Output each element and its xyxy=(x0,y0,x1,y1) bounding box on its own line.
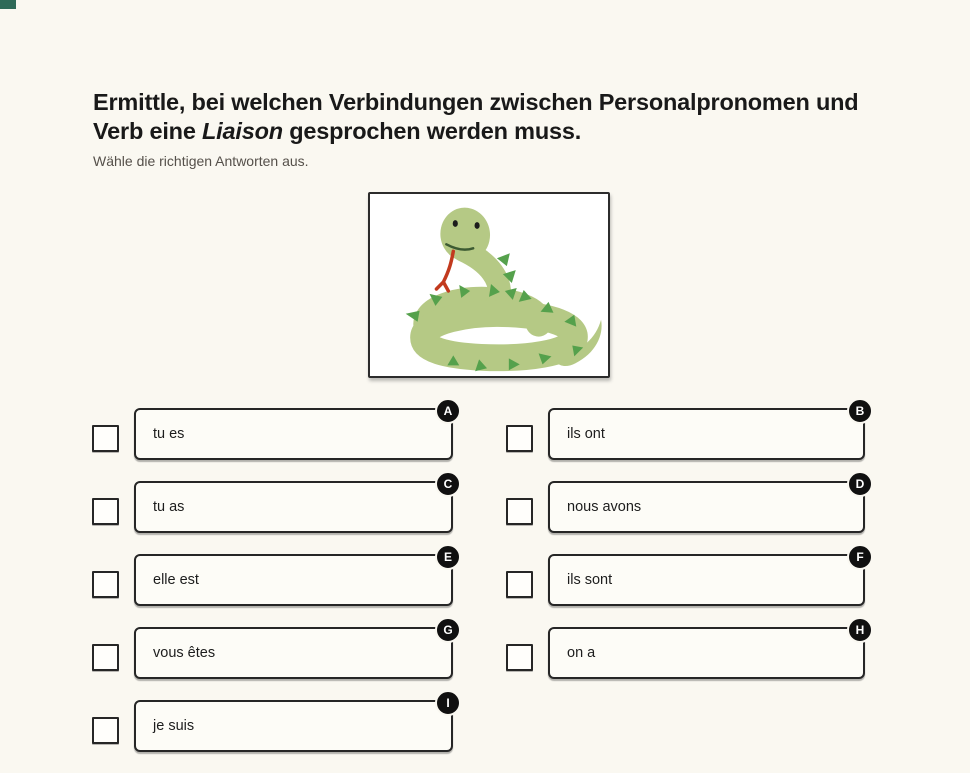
title-italic-term: Liaison xyxy=(202,118,283,144)
option-row xyxy=(92,477,472,535)
option-letter-badge: C xyxy=(435,471,461,497)
option-letter-badge: B xyxy=(847,398,873,424)
option-letter-badge: D xyxy=(847,471,873,497)
option-letter-badge: G xyxy=(435,617,461,643)
option-checkbox-e[interactable] xyxy=(92,571,119,598)
option-row xyxy=(92,404,472,462)
option-box-a[interactable] xyxy=(134,404,453,460)
option-box-f[interactable] xyxy=(548,550,865,606)
option-label: tu as xyxy=(153,499,185,515)
option-box-e[interactable] xyxy=(134,550,453,606)
option-label: je suis xyxy=(153,718,195,734)
corner-mark xyxy=(0,0,16,9)
option-label: ils ont xyxy=(567,426,605,442)
option-label: on a xyxy=(567,645,596,661)
option-box-g[interactable] xyxy=(134,623,453,679)
option-row xyxy=(92,623,472,681)
option-box-i[interactable] xyxy=(134,696,453,752)
option-checkbox-a[interactable] xyxy=(92,425,119,452)
option-label: elle est xyxy=(153,572,199,588)
option-checkbox-g[interactable] xyxy=(92,644,119,671)
option-checkbox-f[interactable] xyxy=(506,571,533,598)
option-box-b[interactable] xyxy=(548,404,865,460)
option-letter-badge: H xyxy=(847,617,873,643)
option-letter-badge: F xyxy=(847,544,873,570)
title-line2-suffix: gesprochen werden muss. xyxy=(282,118,582,144)
option-row xyxy=(506,477,886,535)
option-box-h[interactable] xyxy=(548,623,865,679)
snake-eye-right xyxy=(475,222,480,229)
option-label: ils sont xyxy=(567,572,613,588)
snake-tongue xyxy=(436,251,453,291)
option-checkbox-i[interactable] xyxy=(92,717,119,744)
title-line1: Ermittle, bei welchen Verbindungen zwischen Personalpronomen und xyxy=(93,89,859,115)
option-row xyxy=(506,404,886,462)
option-checkbox-b[interactable] xyxy=(506,425,533,452)
snake-illustration xyxy=(370,194,608,376)
snake-eye-left xyxy=(453,220,458,227)
option-letter-badge: A xyxy=(435,398,461,424)
option-label: tu es xyxy=(153,426,185,442)
page-title xyxy=(93,88,893,146)
option-row xyxy=(506,623,886,681)
option-checkbox-c[interactable] xyxy=(92,498,119,525)
illustration-frame xyxy=(368,192,610,378)
option-label: nous avons xyxy=(567,499,642,515)
option-label: vous êtes xyxy=(153,645,216,661)
option-checkbox-d[interactable] xyxy=(506,498,533,525)
option-row xyxy=(92,550,472,608)
option-box-d[interactable] xyxy=(548,477,865,533)
option-row xyxy=(92,696,472,754)
title-line2-prefix: Verb eine xyxy=(93,118,203,144)
option-letter-badge: E xyxy=(435,544,461,570)
instruction-text: Wähle die richtigen Antworten aus. xyxy=(93,153,309,169)
option-row xyxy=(506,550,886,608)
option-box-c[interactable] xyxy=(134,477,453,533)
option-checkbox-h[interactable] xyxy=(506,644,533,671)
option-letter-badge: I xyxy=(435,690,461,716)
